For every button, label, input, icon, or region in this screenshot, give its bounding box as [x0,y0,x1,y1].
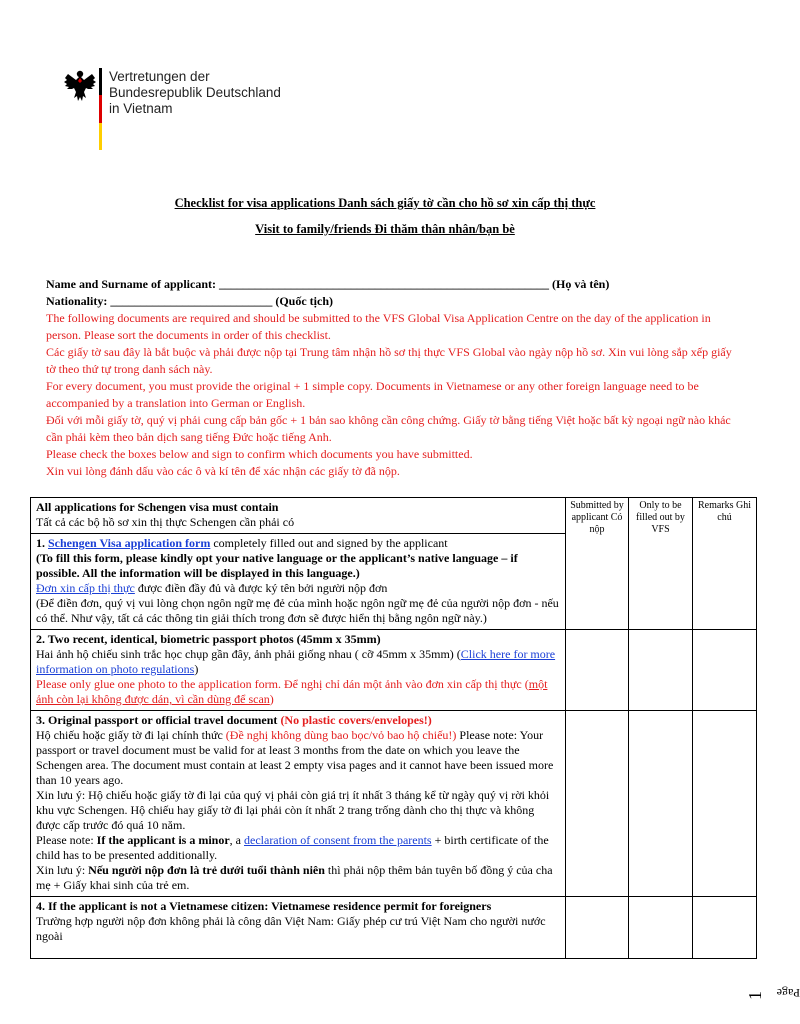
row-1-cell [31,534,566,630]
org-line-3: in Vietnam [109,101,173,116]
row-3-vi-note: Xin lưu ý: Hộ chiếu hoặc giấy tờ đi lại của quý vị phải còn giá trị ít nhất 3 tháng kể từ ngày quý vị rời khỏi khu vực Schengen. Hộ chiếu hay giấy tờ đi lại phải còn ít nhất 2 trang trống dành cho thị thực và không được cấp trước đó quá 10 năm. [36,788,550,832]
table-row [31,711,757,897]
photo-regulations-link[interactable]: Click here for more information on photo regulations [36,647,556,676]
checklist-table [30,497,757,959]
flag-gold [99,123,102,150]
org-line-1: Vertretungen der [109,69,210,84]
table-header-row [31,498,757,534]
org-line-2: Bundesrepublik Deutschland [109,85,281,100]
row-3-vi-minor-end: thì phải nộp thêm bản tuyên bố đồng ý của cha mẹ + Giấy khai sinh của trẻ em. [36,863,553,892]
submitted-checkbox-4[interactable] [566,897,629,959]
row-2-red-note: Please only glue one photo to the application form. Để nghị chỉ dán một ảnh vào đơn xin cấp thị thực ( [36,677,529,691]
row-2-vi-end: ) [194,662,199,676]
col-submitted-header: Submitted by applicant Có nộp [566,498,629,630]
header-title: All applications for Schengen visa must contain [36,500,279,514]
instruction-4: Đối với mỗi giấy tờ, quý vị phải cung cấp bản gốc + 1 bản sao không cần công chứng. Giấy tờ bằng tiếng Việt hoặc bất kỳ ngoại ngữ nào khác cần phải kèm theo bản dịch sang tiếng Đức hoặc tiếng Anh. [46,413,731,444]
row-4-title: 4. If the applicant is not a Vietnamese citizen: Vietnamese residence permit for foreigners [36,899,492,913]
row-3-vi-minor-bold: Nếu người nộp đơn là trẻ dưới tuổi thành niên [88,863,325,877]
row-1-number: 1. [36,536,48,550]
flag-red [99,95,102,122]
col-vfs-header: Only to be filled out by VFS [629,498,693,630]
header-cell [31,498,566,534]
remarks-cell-2 [693,630,757,711]
application-form-vi-link[interactable]: Đơn xin cấp thị thực [36,581,135,595]
instruction-1: The following documents are required and should be submitted to the VFS Global Visa Application Centre on the day of the application in person. Please sort the documents in order of this checklist. [46,311,711,342]
row-3-cell [31,711,566,897]
col-remarks-header: Remarks Ghi chú [693,498,757,630]
remarks-cell-3 [693,711,757,897]
row-3-vi-red: (Đề nghị không dùng bao bọc/vỏ bao hộ chiếu!) [225,728,457,742]
applicant-name-line: Name and Surname of applicant: _______________________________________________________ (Họ và tên) [46,277,610,291]
submitted-checkbox-3[interactable] [566,711,629,897]
row-1-vi-text: được điền đầy đủ và được ký tên bởi người nộp đơn [134,581,388,595]
application-form-link[interactable]: Schengen Visa application form [48,536,211,550]
row-3-title-red: (No plastic covers/envelopes!) [280,713,432,727]
federal-eagle-icon [64,68,96,104]
row-3-note: Please note: Your passport or travel document must be valid for at least 3 months from the date on which you leave the Schengen area. The document must contain at least 2 empty visa pages and it cannot have been issued more than 10 years ago. [36,728,554,787]
org-name [109,69,281,117]
row-2-vi: Hai ảnh hộ chiếu sinh trắc học chụp gần đây, ảnh phải giống nhau ( cỡ 45mm x 35mm) ( [36,647,461,661]
submitted-checkbox-2[interactable] [566,630,629,711]
page-number: 1 [745,991,765,1000]
instruction-5: Please check the boxes below and sign to confirm which documents you have submitted. [46,447,473,461]
vfs-cell-4 [629,897,693,959]
page-subtitle: Visit to family/friends Đi thăm thân nhân/bạn bè [255,222,515,236]
intro-block [46,276,736,480]
vfs-cell-3 [629,711,693,897]
vfs-cell-2 [629,630,693,711]
consent-declaration-link[interactable]: declaration of consent from the parents [244,833,432,847]
row-4-vi: Trường hợp người nộp đơn không phải là công dân Việt Nam: Giấy phép cư trú Việt Nam cho người nước ngoài [36,914,546,943]
row-3-title: 3. Original passport or official travel document [36,713,281,727]
row-1-bold-note: (To fill this form, please kindly opt your native language or the applicant’s native language – if possible. All the information will be displayed in this language.) [36,551,518,580]
row-3-minor-end: + birth certificate of the child has to be presented additionally. [36,833,549,862]
row-2-cell [31,630,566,711]
flag-black [99,68,102,95]
table-row [31,630,757,711]
page-title: Checklist for visa applications Danh sách giấy tờ cần cho hồ sơ xin cấp thị thực [174,196,596,210]
nationality-line: Nationality: ___________________________ (Quốc tịch) [46,294,333,308]
instruction-3: For every document, you must provide the original + 1 simple copy. Documents in Vietnamese or any other foreign language need to be accompanied by a translation into German or English. [46,379,699,410]
table-row [31,897,757,959]
row-1-text: completely filled out and signed by the applicant [210,536,448,550]
instruction-2: Các giấy tờ sau đây là bắt buộc và phải được nộp tại Trung tâm nhận hồ sơ thị thực VFS Global vào ngày nộp hồ sơ. Xin vui lòng sắp xếp giấy tờ theo thứ tự trong danh sách này. [46,345,732,376]
row-2-title: 2. Two recent, identical, biometric passport photos (45mm x 35mm) [36,632,381,646]
page-number-label [745,945,800,1005]
page-label: Page [776,986,800,1000]
row-3-minor-bold: If the applicant is a minor [96,833,230,847]
row-1-vi-note: (Để điền đơn, quý vị vui lòng chọn ngôn ngữ mẹ đẻ của mình hoặc ngôn ngữ mẹ đẻ của người nộp đơn - nếu có thể. Như vậy, tất cả các thông tin giải thích trong đơn sẽ được hiển thị bằng ngôn ngữ này.) [36,596,559,625]
row-2-red-link: một ảnh còn lại không được dán, vì cần dùng để scan [36,677,548,706]
flag-bar [99,68,102,150]
row-3-minor-mid: , a [229,833,244,847]
instruction-6: Xin vui lòng đánh dấu vào các ô và kí tên để xác nhận các giấy tờ đã nộp. [46,464,400,478]
row-3-vi: Hộ chiếu hoặc giấy tờ đi lại chính thức [36,728,226,742]
header-title-vi: Tất cả các bộ hồ sơ xin thị thực Schengen cần phải có [36,515,295,529]
row-2-red-end: ) [269,692,274,706]
row-3-minor-prefix: Please note: [36,833,97,847]
row-3-vi-minor-prefix: Xin lưu ý: [36,863,89,877]
row-4-cell [31,897,566,959]
